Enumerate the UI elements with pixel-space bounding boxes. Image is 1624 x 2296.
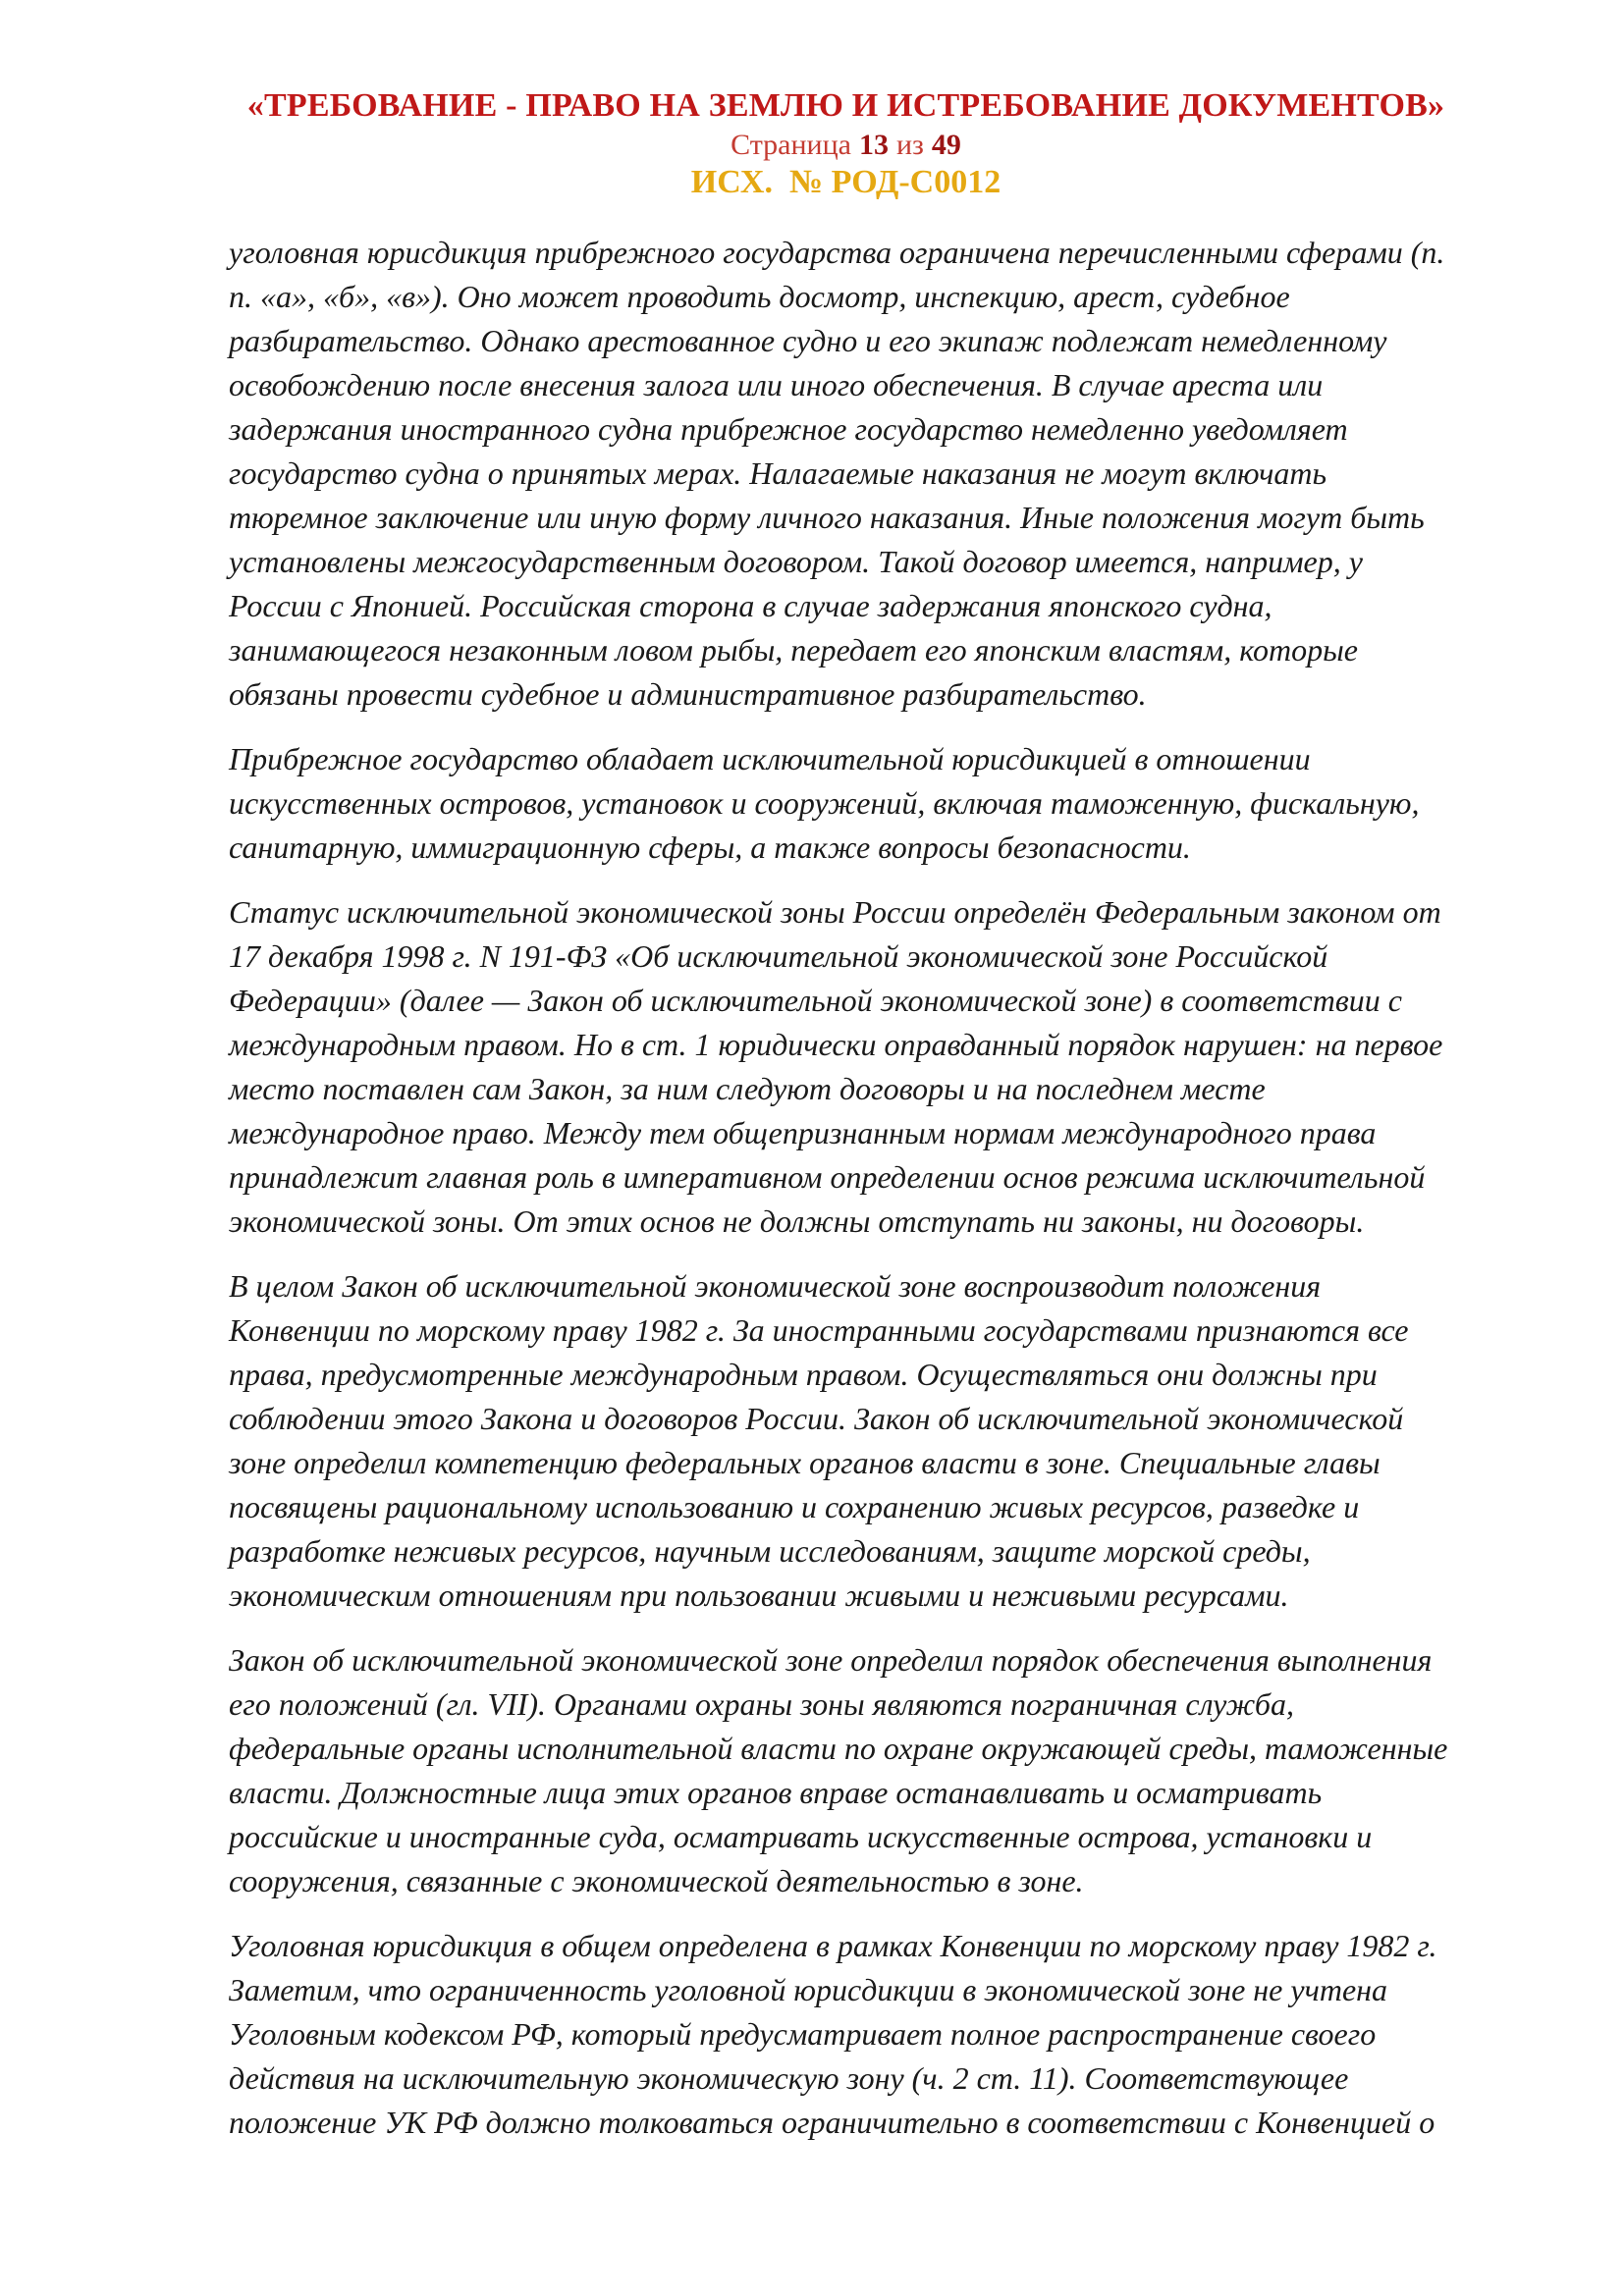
document-title: «ТРЕБОВАНИЕ - ПРАВО НА ЗЕМЛЮ И ИСТРЕБОВАНИЕ ДОКУМЕНТОВ» [246,87,1445,124]
paragraph: Закон об исключительной экономической зоне определил порядок обеспечения выполнения его положений (гл. VII). Органами охраны зоны являются пограничная служба, федеральные органы исполнительной власти по охране окружающей среды, таможенные власти. Должностные лица этих органов вправе останавливать и осматривать российские и иностранные суда, осматривать искусственные острова, установки и сооружения, связанные с экономической деятельностью в зоне. [229,1642,1448,1898]
document-body [229,231,1463,2145]
page-of-label: из [895,129,924,161]
page-total-number: 49 [931,129,961,161]
paragraph: Уголовная юрисдикция в общем определена в рамках Конвенции по морскому праву 1982 г. Заметим, что ограниченность уголовной юрисдикции в экономической зоне не учтена Уголовным кодексом РФ, который предусматривает полное распространение своего действия на исключительную экономическую зону (ч. 2 ст. 11). Соответствующее положение УК РФ должно толковаться ограничительно в соответствии с Конвенцией о [229,1928,1437,2140]
paragraph: уголовная юрисдикция прибрежного государства ограничена перечисленными сферами (п. п. «а», «б», «в»). Оно может проводить досмотр, инспекцию, арест, судебное разбирательство. Однако арестованное судно и его экипаж подлежат немедленному освобождению после внесения залога или иного обеспечения. В случае ареста или задержания иностранного судна прибрежное государство немедленно уведомляет государство судна о принятых мерах. Налагаемые наказания не могут включать тюремное заключение или иную форму личного наказания. Иные положения могут быть установлены межгосударственным договором. Такой договор имеется, например, у России с Японией. Российская сторона в случае задержания японского судна, занимающегося незаконным ловом рыбы, передает его японским властям, которые обязаны провести судебное и административное разбирательство. [229,235,1445,712]
page-indicator [229,128,1463,163]
page-current-number: 13 [858,129,889,161]
outgoing-reference-number: ИСХ. № РОД-С0012 [690,164,1001,200]
page-label: Страница [731,129,851,161]
paragraph: Прибрежное государство обладает исключительной юрисдикцией в отношении искусственных островов, установок и сооружений, включая таможенную, фискальную, санитарную, иммиграционную сферы, а также вопросы безопасности. [229,741,1420,865]
paragraph: В целом Закон об исключительной экономической зоне воспроизводит положения Конвенции по морскому праву 1982 г. За иностранными государствами признаются все права, предусмотренные международным правом. Осуществляться они должны при соблюдении этого Закона и договоров России. Закон об исключительной экономической зоне определил компетенцию федеральных органов власти в зоне. Специальные главы посвящены рациональному использованию и сохранению живых ресурсов, разведке и разработке неживых ресурсов, научным исследованиям, защите морской среды, экономическим отношениям при пользовании живыми и неживыми ресурсами. [229,1268,1409,1613]
document-header [229,86,1463,201]
paragraph: Статус исключительной экономической зоны России определён Федеральным законом от 17 декабря 1998 г. N 191-ФЗ «Об исключительной экономической зоне Российской Федерации» (далее — Закон об исключительной экономической зоне) в соответствии с международным правом. Но в ст. 1 юридически оправданный порядок нарушен: на первое место поставлен сам Закон, за ним следуют договоры и на последнем месте международное право. Между тем общепризнанным нормам международного права принадлежит главная роль в императивном определении основ режима исключительной экономической зоны. От этих основ не должны отступать ни законы, ни договоры. [229,894,1443,1239]
